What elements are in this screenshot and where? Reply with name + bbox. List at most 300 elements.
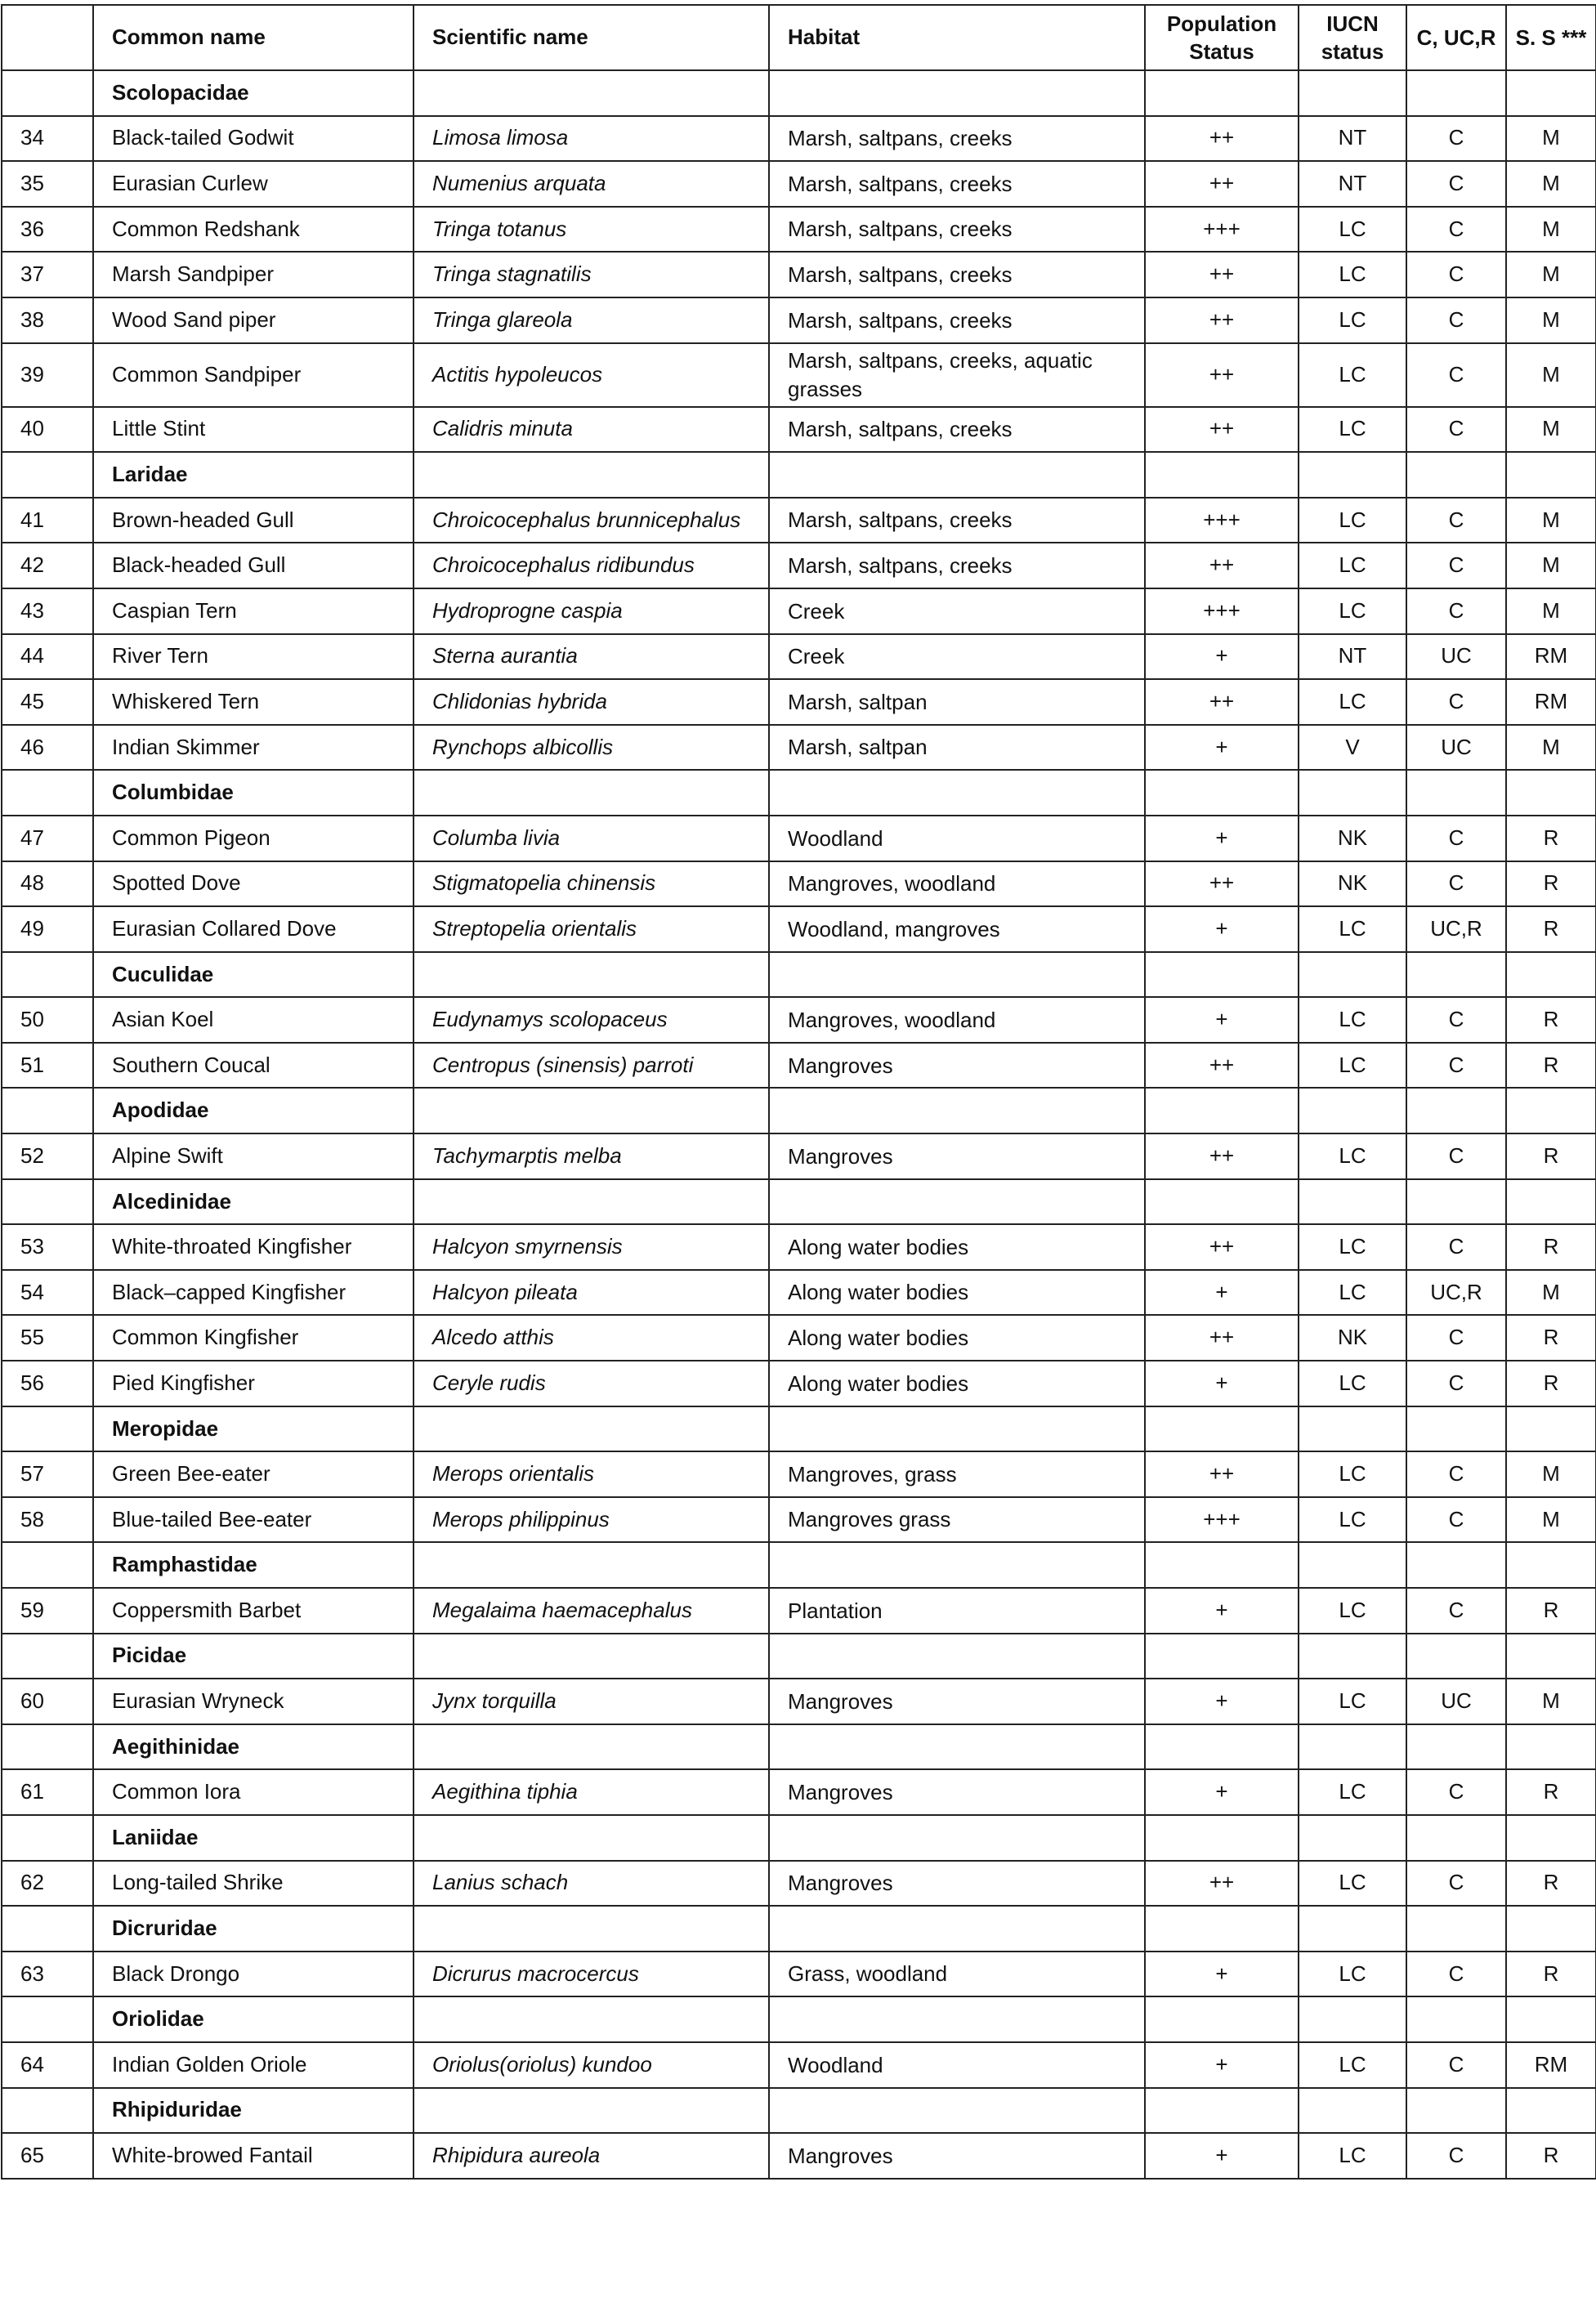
species-row <box>2 207 1596 253</box>
empty-cell <box>1145 1996 1299 2042</box>
cell-scientific-name: Ceryle rudis <box>414 1361 769 1406</box>
cell-common-name: Spotted Dove <box>93 861 414 907</box>
cell-scientific-name: Dicrurus macrocercus <box>414 1952 769 1997</box>
empty-cell <box>2 1634 93 1679</box>
cell-seasonal-status: R <box>1506 1361 1596 1406</box>
cell-number: 47 <box>2 816 93 861</box>
cell-number: 36 <box>2 207 93 253</box>
cell-habitat: Woodland, mangroves <box>769 906 1145 952</box>
cell-population-status: + <box>1145 906 1299 952</box>
empty-cell <box>2 952 93 998</box>
cell-common-name: Asian Koel <box>93 997 414 1043</box>
empty-cell <box>1145 1815 1299 1861</box>
cell-iucn-status: NT <box>1299 634 1406 680</box>
cell-iucn-status: NK <box>1299 1315 1406 1361</box>
cell-population-status: +++ <box>1145 1497 1299 1543</box>
empty-cell <box>1506 452 1596 498</box>
cell-abundance: C <box>1406 588 1506 634</box>
cell-number: 48 <box>2 861 93 907</box>
cell-scientific-name: Columba livia <box>414 816 769 861</box>
cell-iucn-status: LC <box>1299 1769 1406 1815</box>
cell-seasonal-status: R <box>1506 816 1596 861</box>
cell-habitat: Marsh, saltpans, creeks <box>769 297 1145 343</box>
cell-iucn-status: NK <box>1299 861 1406 907</box>
species-row <box>2 543 1596 588</box>
empty-cell <box>1506 1634 1596 1679</box>
species-row <box>2 816 1596 861</box>
cell-habitat: Mangroves <box>769 1133 1145 1179</box>
cell-abundance: C <box>1406 1043 1506 1089</box>
empty-cell <box>1145 770 1299 816</box>
empty-cell <box>1145 1406 1299 1452</box>
empty-cell <box>769 952 1145 998</box>
cell-common-name: White-throated Kingfisher <box>93 1224 414 1270</box>
empty-cell <box>1299 1179 1406 1225</box>
cell-habitat: Mangroves <box>769 1769 1145 1815</box>
cell-abundance: C <box>1406 543 1506 588</box>
cell-habitat: Mangroves <box>769 1679 1145 1724</box>
cell-common-name: Common Pigeon <box>93 816 414 861</box>
cell-common-name: Black-headed Gull <box>93 543 414 588</box>
cell-seasonal-status: M <box>1506 1679 1596 1724</box>
family-name: Picidae <box>93 1634 414 1679</box>
cell-abundance: C <box>1406 1315 1506 1361</box>
cell-seasonal-status: R <box>1506 1133 1596 1179</box>
cell-iucn-status: LC <box>1299 1952 1406 1997</box>
family-name: Scolopacidae <box>93 70 414 116</box>
cell-iucn-status: LC <box>1299 906 1406 952</box>
empty-cell <box>2 1179 93 1225</box>
cell-abundance: C <box>1406 1133 1506 1179</box>
empty-cell <box>1145 2088 1299 2134</box>
species-row <box>2 498 1596 543</box>
empty-cell <box>1406 770 1506 816</box>
cell-common-name: Blue-tailed Bee-eater <box>93 1497 414 1543</box>
cell-habitat: Plantation <box>769 1588 1145 1634</box>
family-row <box>2 770 1596 816</box>
cell-abundance: C <box>1406 1861 1506 1907</box>
cell-common-name: Indian Golden Oriole <box>93 2042 414 2088</box>
empty-cell <box>1299 770 1406 816</box>
cell-habitat: Marsh, saltpans, creeks <box>769 252 1145 297</box>
cell-population-status: ++ <box>1145 1043 1299 1089</box>
empty-cell <box>414 952 769 998</box>
cell-abundance: C <box>1406 1769 1506 1815</box>
cell-abundance: C <box>1406 498 1506 543</box>
cell-population-status: + <box>1145 725 1299 771</box>
empty-cell <box>769 1406 1145 1452</box>
cell-scientific-name: Centropus (sinensis) parroti <box>414 1043 769 1089</box>
cell-population-status: ++ <box>1145 1133 1299 1179</box>
header-common-name: Common name <box>93 5 414 70</box>
cell-iucn-status: LC <box>1299 1133 1406 1179</box>
cell-scientific-name: Lanius schach <box>414 1861 769 1907</box>
cell-iucn-status: LC <box>1299 2042 1406 2088</box>
cell-number: 54 <box>2 1270 93 1316</box>
empty-cell <box>769 1996 1145 2042</box>
species-row <box>2 1679 1596 1724</box>
cell-abundance: C <box>1406 207 1506 253</box>
empty-cell <box>2 452 93 498</box>
cell-number: 59 <box>2 1588 93 1634</box>
cell-scientific-name: Numenius arquata <box>414 161 769 207</box>
cell-habitat: Woodland <box>769 816 1145 861</box>
cell-common-name: Pied Kingfisher <box>93 1361 414 1406</box>
species-row <box>2 1952 1596 1997</box>
empty-cell <box>2 770 93 816</box>
cell-population-status: ++ <box>1145 1315 1299 1361</box>
cell-scientific-name: Limosa limosa <box>414 116 769 162</box>
species-row <box>2 252 1596 297</box>
species-row <box>2 997 1596 1043</box>
cell-abundance: C <box>1406 297 1506 343</box>
empty-cell <box>769 1634 1145 1679</box>
cell-iucn-status: LC <box>1299 1451 1406 1497</box>
empty-cell <box>1299 70 1406 116</box>
empty-cell <box>1506 1406 1596 1452</box>
cell-iucn-status: LC <box>1299 1861 1406 1907</box>
cell-abundance: C <box>1406 997 1506 1043</box>
empty-cell <box>2 2088 93 2134</box>
empty-cell <box>2 1996 93 2042</box>
cell-iucn-status: LC <box>1299 297 1406 343</box>
empty-cell <box>1145 1542 1299 1588</box>
cell-habitat: Mangroves grass <box>769 1497 1145 1543</box>
cell-abundance: C <box>1406 2133 1506 2179</box>
cell-seasonal-status: R <box>1506 906 1596 952</box>
family-name: Rhipiduridae <box>93 2088 414 2134</box>
cell-iucn-status: NT <box>1299 116 1406 162</box>
cell-iucn-status: LC <box>1299 343 1406 407</box>
cell-seasonal-status: M <box>1506 116 1596 162</box>
cell-abundance: C <box>1406 1361 1506 1406</box>
cell-habitat: Mangroves <box>769 2133 1145 2179</box>
cell-population-status: +++ <box>1145 498 1299 543</box>
species-row <box>2 1861 1596 1907</box>
empty-cell <box>1299 1815 1406 1861</box>
empty-cell <box>1506 1996 1596 2042</box>
empty-cell <box>1299 1724 1406 1770</box>
empty-cell <box>1406 1815 1506 1861</box>
species-row <box>2 679 1596 725</box>
cell-abundance: C <box>1406 816 1506 861</box>
cell-abundance: C <box>1406 1451 1506 1497</box>
cell-iucn-status: LC <box>1299 1224 1406 1270</box>
empty-cell <box>1299 1996 1406 2042</box>
header-abundance: C, UC,R <box>1406 5 1506 70</box>
empty-cell <box>769 770 1145 816</box>
cell-population-status: ++ <box>1145 407 1299 453</box>
cell-common-name: Common Iora <box>93 1769 414 1815</box>
cell-number: 49 <box>2 906 93 952</box>
family-name: Cuculidae <box>93 952 414 998</box>
family-name: Aegithinidae <box>93 1724 414 1770</box>
empty-cell <box>2 1406 93 1452</box>
species-row <box>2 161 1596 207</box>
cell-population-status: + <box>1145 2042 1299 2088</box>
cell-habitat: Marsh, saltpan <box>769 725 1145 771</box>
cell-common-name: Black Drongo <box>93 1952 414 1997</box>
cell-number: 51 <box>2 1043 93 1089</box>
family-row <box>2 952 1596 998</box>
cell-scientific-name: Halcyon pileata <box>414 1270 769 1316</box>
cell-iucn-status: LC <box>1299 1679 1406 1724</box>
cell-habitat: Grass, woodland <box>769 1952 1145 1997</box>
species-row <box>2 1361 1596 1406</box>
empty-cell <box>1406 1179 1506 1225</box>
cell-seasonal-status: M <box>1506 725 1596 771</box>
species-row <box>2 343 1596 407</box>
cell-habitat: Marsh, saltpans, creeks <box>769 407 1145 453</box>
family-row <box>2 70 1596 116</box>
empty-cell <box>1506 1088 1596 1133</box>
empty-cell <box>1506 1815 1596 1861</box>
cell-scientific-name: Streptopelia orientalis <box>414 906 769 952</box>
empty-cell <box>1506 70 1596 116</box>
cell-iucn-status: NK <box>1299 816 1406 861</box>
cell-iucn-status: LC <box>1299 588 1406 634</box>
family-name: Laniidae <box>93 1815 414 1861</box>
empty-cell <box>1299 2088 1406 2134</box>
empty-cell <box>1145 952 1299 998</box>
cell-abundance: C <box>1406 1588 1506 1634</box>
cell-iucn-status: V <box>1299 725 1406 771</box>
cell-population-status: ++ <box>1145 1861 1299 1907</box>
cell-habitat: Creek <box>769 634 1145 680</box>
empty-cell <box>1145 1724 1299 1770</box>
cell-seasonal-status: R <box>1506 861 1596 907</box>
species-row <box>2 634 1596 680</box>
cell-habitat: Mangroves, woodland <box>769 861 1145 907</box>
species-row <box>2 1270 1596 1316</box>
empty-cell <box>414 1724 769 1770</box>
species-row <box>2 1224 1596 1270</box>
family-row <box>2 1088 1596 1133</box>
cell-seasonal-status: M <box>1506 1270 1596 1316</box>
cell-number: 58 <box>2 1497 93 1543</box>
cell-seasonal-status: R <box>1506 1224 1596 1270</box>
cell-seasonal-status: M <box>1506 161 1596 207</box>
cell-population-status: + <box>1145 634 1299 680</box>
cell-population-status: ++ <box>1145 679 1299 725</box>
cell-common-name: Common Sandpiper <box>93 343 414 407</box>
cell-population-status: ++ <box>1145 297 1299 343</box>
cell-population-status: + <box>1145 1952 1299 1997</box>
cell-scientific-name: Hydroprogne caspia <box>414 588 769 634</box>
empty-cell <box>1406 952 1506 998</box>
empty-cell <box>1406 2088 1506 2134</box>
cell-number: 62 <box>2 1861 93 1907</box>
cell-common-name: Southern Coucal <box>93 1043 414 1089</box>
cell-scientific-name: Eudynamys scolopaceus <box>414 997 769 1043</box>
cell-scientific-name: Tringa stagnatilis <box>414 252 769 297</box>
cell-population-status: ++ <box>1145 252 1299 297</box>
family-row <box>2 1634 1596 1679</box>
cell-scientific-name: Merops orientalis <box>414 1451 769 1497</box>
cell-population-status: +++ <box>1145 588 1299 634</box>
empty-cell <box>1299 1088 1406 1133</box>
empty-cell <box>1299 452 1406 498</box>
cell-scientific-name: Chroicocephalus brunnicephalus <box>414 498 769 543</box>
cell-abundance: C <box>1406 679 1506 725</box>
cell-common-name: Whiskered Tern <box>93 679 414 725</box>
species-row <box>2 2133 1596 2179</box>
empty-cell <box>1145 1088 1299 1133</box>
cell-iucn-status: LC <box>1299 207 1406 253</box>
family-row <box>2 1179 1596 1225</box>
empty-cell <box>1145 452 1299 498</box>
cell-population-status: + <box>1145 1270 1299 1316</box>
empty-cell <box>769 1724 1145 1770</box>
cell-abundance: UC <box>1406 725 1506 771</box>
cell-seasonal-status: R <box>1506 1769 1596 1815</box>
cell-abundance: C <box>1406 1497 1506 1543</box>
cell-common-name: Black–capped Kingfisher <box>93 1270 414 1316</box>
empty-cell <box>2 1088 93 1133</box>
cell-habitat: Along water bodies <box>769 1315 1145 1361</box>
cell-habitat: Marsh, saltpans, creeks <box>769 498 1145 543</box>
empty-cell <box>769 1179 1145 1225</box>
empty-cell <box>1506 770 1596 816</box>
empty-cell <box>414 1088 769 1133</box>
family-row <box>2 1406 1596 1452</box>
cell-common-name: River Tern <box>93 634 414 680</box>
empty-cell <box>1406 1906 1506 1952</box>
cell-scientific-name: Stigmatopelia chinensis <box>414 861 769 907</box>
cell-common-name: Green Bee-eater <box>93 1451 414 1497</box>
cell-number: 46 <box>2 725 93 771</box>
cell-habitat: Along water bodies <box>769 1270 1145 1316</box>
cell-seasonal-status: R <box>1506 1952 1596 1997</box>
empty-cell <box>414 1542 769 1588</box>
species-row <box>2 725 1596 771</box>
species-row <box>2 1769 1596 1815</box>
cell-common-name: Eurasian Collared Dove <box>93 906 414 952</box>
cell-number: 34 <box>2 116 93 162</box>
empty-cell <box>1299 952 1406 998</box>
cell-number: 37 <box>2 252 93 297</box>
empty-cell <box>1406 1406 1506 1452</box>
species-row <box>2 861 1596 907</box>
family-name: Oriolidae <box>93 1996 414 2042</box>
cell-number: 57 <box>2 1451 93 1497</box>
cell-habitat: Marsh, saltpan <box>769 679 1145 725</box>
family-row <box>2 1996 1596 2042</box>
empty-cell <box>2 1906 93 1952</box>
cell-seasonal-status: R <box>1506 1315 1596 1361</box>
cell-number: 44 <box>2 634 93 680</box>
empty-cell <box>769 1815 1145 1861</box>
cell-seasonal-status: R <box>1506 2133 1596 2179</box>
cell-scientific-name: Jynx torquilla <box>414 1679 769 1724</box>
cell-scientific-name: Tringa totanus <box>414 207 769 253</box>
family-row <box>2 452 1596 498</box>
cell-habitat: Mangroves <box>769 1861 1145 1907</box>
family-row <box>2 1815 1596 1861</box>
cell-seasonal-status: R <box>1506 1588 1596 1634</box>
cell-common-name: Eurasian Curlew <box>93 161 414 207</box>
cell-common-name: Wood Sand piper <box>93 297 414 343</box>
cell-habitat: Mangroves, woodland <box>769 997 1145 1043</box>
cell-abundance: C <box>1406 861 1506 907</box>
cell-number: 35 <box>2 161 93 207</box>
empty-cell <box>414 770 769 816</box>
cell-number: 61 <box>2 1769 93 1815</box>
cell-number: 40 <box>2 407 93 453</box>
cell-seasonal-status: M <box>1506 498 1596 543</box>
cell-common-name: Eurasian Wryneck <box>93 1679 414 1724</box>
empty-cell <box>414 1996 769 2042</box>
cell-iucn-status: LC <box>1299 498 1406 543</box>
cell-seasonal-status: RM <box>1506 634 1596 680</box>
cell-iucn-status: NT <box>1299 161 1406 207</box>
cell-scientific-name: Chlidonias hybrida <box>414 679 769 725</box>
cell-habitat: Along water bodies <box>769 1361 1145 1406</box>
cell-number: 50 <box>2 997 93 1043</box>
cell-seasonal-status: RM <box>1506 679 1596 725</box>
empty-cell <box>1506 2088 1596 2134</box>
species-row <box>2 1133 1596 1179</box>
empty-cell <box>1145 1906 1299 1952</box>
header-number <box>2 5 93 70</box>
cell-iucn-status: LC <box>1299 1497 1406 1543</box>
empty-cell <box>769 1906 1145 1952</box>
cell-number: 38 <box>2 297 93 343</box>
empty-cell <box>1299 1634 1406 1679</box>
cell-abundance: UC <box>1406 634 1506 680</box>
table-body <box>2 70 1596 2179</box>
cell-scientific-name: Oriolus(oriolus) kundoo <box>414 2042 769 2088</box>
empty-cell <box>1406 1634 1506 1679</box>
empty-cell <box>1299 1542 1406 1588</box>
cell-common-name: Little Stint <box>93 407 414 453</box>
cell-habitat: Woodland <box>769 2042 1145 2088</box>
family-row <box>2 1542 1596 1588</box>
cell-scientific-name: Rynchops albicollis <box>414 725 769 771</box>
cell-seasonal-status: M <box>1506 252 1596 297</box>
cell-iucn-status: LC <box>1299 1361 1406 1406</box>
species-row <box>2 116 1596 162</box>
family-name: Dicruridae <box>93 1906 414 1952</box>
cell-population-status: ++ <box>1145 543 1299 588</box>
species-row <box>2 297 1596 343</box>
cell-iucn-status: LC <box>1299 1043 1406 1089</box>
cell-number: 45 <box>2 679 93 725</box>
species-row <box>2 1451 1596 1497</box>
cell-common-name: Alpine Swift <box>93 1133 414 1179</box>
empty-cell <box>1506 952 1596 998</box>
header-row <box>2 5 1596 70</box>
cell-abundance: C <box>1406 116 1506 162</box>
cell-population-status: ++ <box>1145 161 1299 207</box>
empty-cell <box>1299 1906 1406 1952</box>
family-name: Apodidae <box>93 1088 414 1133</box>
family-row <box>2 2088 1596 2134</box>
family-name: Meropidae <box>93 1406 414 1452</box>
cell-common-name: Indian Skimmer <box>93 725 414 771</box>
cell-iucn-status: LC <box>1299 679 1406 725</box>
cell-seasonal-status: M <box>1506 407 1596 453</box>
empty-cell <box>1506 1179 1596 1225</box>
cell-iucn-status: LC <box>1299 407 1406 453</box>
empty-cell <box>1506 1906 1596 1952</box>
cell-seasonal-status: RM <box>1506 2042 1596 2088</box>
cell-common-name: Caspian Tern <box>93 588 414 634</box>
species-row <box>2 1588 1596 1634</box>
cell-scientific-name: Halcyon smyrnensis <box>414 1224 769 1270</box>
cell-seasonal-status: M <box>1506 207 1596 253</box>
empty-cell <box>769 1542 1145 1588</box>
